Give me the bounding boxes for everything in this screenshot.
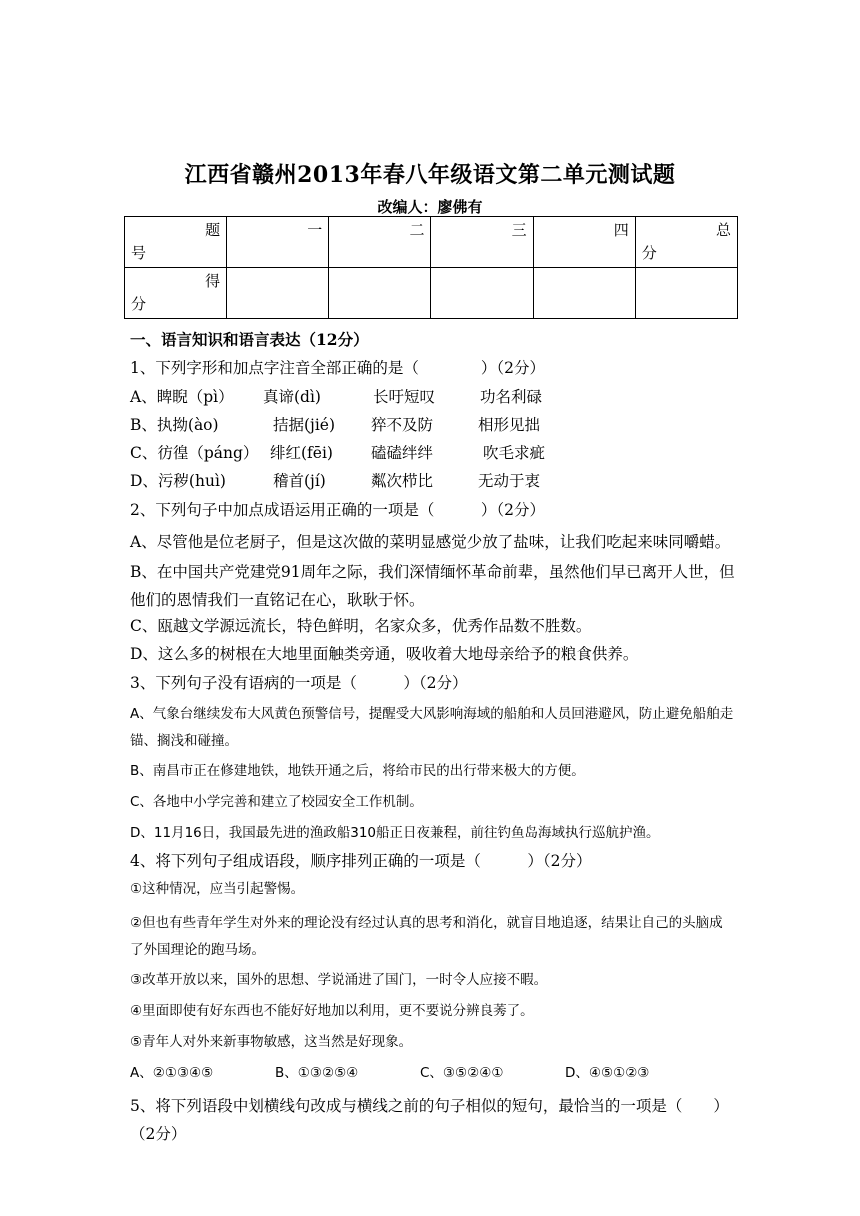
question-2-option-a: A、尽管他是位老厨子，但是这次做的菜明显感觉少放了盐味，让我们吃起来味同嚼蜡。 [130,533,731,552]
question-3-stem: 3、下列句子没有语病的一项是（ ）（2分） [130,673,468,692]
score-table-score-row [125,268,738,319]
question-3-option-c: C、各地中小学完善和建立了校园安全工作机制。 [130,793,423,810]
exam-content [130,330,736,1150]
question-1-stem: 1、下列字形和加点字注音全部正确的是（ ）（2分） [130,359,545,378]
question-2-option-b: B、在中国共产党建党91周年之际，我们深情缅怀革命前辈，虽然他们早已离开人世，但他们的恩情我们一直铭记在心，耿耿于怀。 [130,563,735,610]
score-cell: 四 [533,217,635,268]
question-2-stem: 2、下列句子中加点成语运用正确的一项是（ ）（2分） [130,500,545,519]
question-3-option-b: B、南昌市正在修建地铁，地铁开通之后，将给市民的出行带来极大的方便。 [130,762,585,779]
page-title: 江西省赣州2013年春八年级语文第二单元测试题 [184,162,676,188]
score-entry-cell[interactable] [431,268,533,319]
score-entry-cell[interactable] [329,268,431,319]
question-1-option-a: A、睥睨（pì） 真谛(dì) 长吁短叹 功名利碌 [130,387,543,406]
score-cell: 题 号 [125,217,227,268]
score-table-header-row [125,217,738,268]
question-1-option-d: D、污秽(huì) 稽首(jí) 粼次栉比 无动于衷 [130,472,541,491]
section-heading: 一、语言知识和语言表达（12分） [130,330,369,349]
question-4-sentence-5: ⑤青年人对外来新事物敏感，这当然是好现象。 [130,1034,413,1051]
score-entry-cell[interactable] [533,268,635,319]
score-entry-cell[interactable] [635,268,737,319]
question-3-option-d: D、11月16日，我国最先进的渔政船310船正日夜兼程，前往钓鱼岛海域执行巡航护渔。 [130,824,660,841]
score-cell: 总 分 [635,217,737,268]
question-2-option-d: D、这么多的树根在大地里面触类旁通，吸收着大地母亲给予的粮食供养。 [130,645,639,664]
score-entry-cell[interactable] [227,268,329,319]
author-line: 改编人：廖佛有 [377,198,483,216]
question-5-stem: 5、将下列语段中划横线句改成与横线之前的句子相似的短句，最恰当的一项是（ ）（2分） [130,1096,729,1143]
question-4-sentence-1: ①这种情况，应当引起警惕。 [130,881,305,898]
score-cell: 得 分 [125,268,227,319]
score-cell: 二 [329,217,431,268]
question-4-sentence-2: ②但也有些青年学生对外来的理论没有经过认真的思考和消化，就盲目地追逐，结果让自己的头脑成了外国理论的跑马场。 [130,915,723,959]
question-1-option-b: B、执拗(ào) 拮据(jié) 猝不及防 相形见拙 [130,415,541,434]
question-4-options: A、②①③④⑤ B、①③②⑤④ C、③⑤②④① D、④⑤①②③ [130,1065,650,1082]
question-2-option-c: C、瓯越文学源远流长，特色鲜明，名家众多，优秀作品数不胜数。 [130,617,592,636]
score-cell: 三 [431,217,533,268]
score-cell: 一 [227,217,329,268]
score-table [124,216,738,319]
question-1-option-c: C、彷徨（páng） 绯红(fēi) 磕磕绊绊 吹毛求疵 [130,444,546,463]
question-4-stem: 4、将下列句子组成语段，顺序排列正确的一项是（ ）（2分） [130,851,592,870]
question-4-sentence-4: ④里面即使有好东西也不能好好地加以利用，更不要说分辨良莠了。 [130,1003,534,1020]
question-3-option-a: A、气象台继续发布大风黄色预警信号，提醒受大风影响海域的船舶和人员回港避风，防止避免船舶走锚、搁浅和碰撞。 [130,705,734,749]
question-4-sentence-3: ③改革开放以来，国外的思想、学说涌进了国门，一时令人应接不暇。 [130,972,548,989]
